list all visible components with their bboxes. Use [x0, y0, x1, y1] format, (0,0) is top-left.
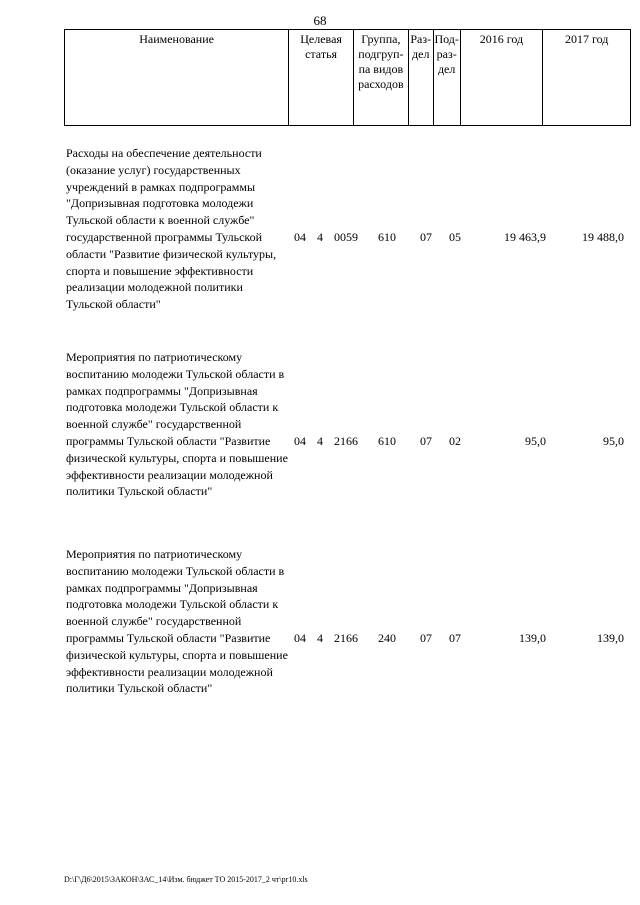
header-year-2017: 2017 год: [564, 32, 609, 46]
expense-group: 240: [378, 631, 396, 645]
target-article-subprogram: 4: [317, 434, 323, 448]
target-article-program: 04: [294, 631, 306, 645]
section: 07: [420, 434, 432, 448]
subsection: 07: [449, 631, 461, 645]
row-name: Расходы на обеспечение деятельности (оказание услуг) государственных учреждений в рамках подпрограммы "Допризывная подготовка молодежи Тульской области к военной службе" государственной программы Тульской области "Развитие физической культуры, спорта и повышение эффективности реализации молодежной политики Тульской области": [66, 146, 277, 312]
section: 07: [420, 230, 432, 244]
target-article-program: 04: [294, 230, 306, 244]
row-name: Мероприятия по патриотическому воспитанию молодежи Тульской области в рамках подпрограммы "Допризывная подготовка молодежи Тульской области к военной службе" государственной программы Тульской области "Развитие физической культуры, спорта и повышение эффективности реализации молодежной политики Тульской области": [66, 350, 288, 499]
file-path-footer: D:\Г\Д6\2015\ЗАКОН\ЗАС_14\Изм. бюджет ТО 2015-2017_2 чт\pr10.xls: [64, 875, 308, 884]
page-number: 68: [313, 13, 327, 28]
header-expense-group: Группа, подгруп- па видов расходов: [354, 30, 409, 125]
header-name: Наименование: [65, 30, 289, 125]
header-section: Раз- дел: [409, 30, 434, 125]
header-subsection: Под- раз- дел: [434, 30, 461, 125]
expense-group: 610: [378, 434, 396, 448]
target-article-subprogram: 4: [317, 230, 323, 244]
value-2016: 95,0: [525, 434, 546, 448]
value-2017: 19 488,0: [582, 230, 624, 244]
target-article-subprogram: 4: [317, 631, 323, 645]
expense-group: 610: [378, 230, 396, 244]
section: 07: [420, 631, 432, 645]
value-2016: 19 463,9: [504, 230, 546, 244]
table-header: [64, 29, 631, 126]
subsection: 02: [449, 434, 461, 448]
row-name: Мероприятия по патриотическому воспитанию молодежи Тульской области в рамках подпрограммы "Допризывная подготовка молодежи Тульской области к военной службе" государственной программы Тульской области "Развитие физической культуры, спорта и повышение эффективности реализации молодежной политики Тульской области": [66, 547, 288, 696]
target-article-direction: 0059: [334, 230, 358, 244]
target-article-program: 04: [294, 434, 306, 448]
value-2017: 95,0: [603, 434, 624, 448]
target-article-direction: 2166: [334, 434, 358, 448]
header-year-2016: 2016 год: [461, 30, 544, 125]
target-article-direction: 2166: [334, 631, 358, 645]
subsection: 05: [449, 230, 461, 244]
header-target-article: Целевая статья: [289, 30, 354, 125]
value-2016: 139,0: [519, 631, 546, 645]
value-2017: 139,0: [597, 631, 624, 645]
